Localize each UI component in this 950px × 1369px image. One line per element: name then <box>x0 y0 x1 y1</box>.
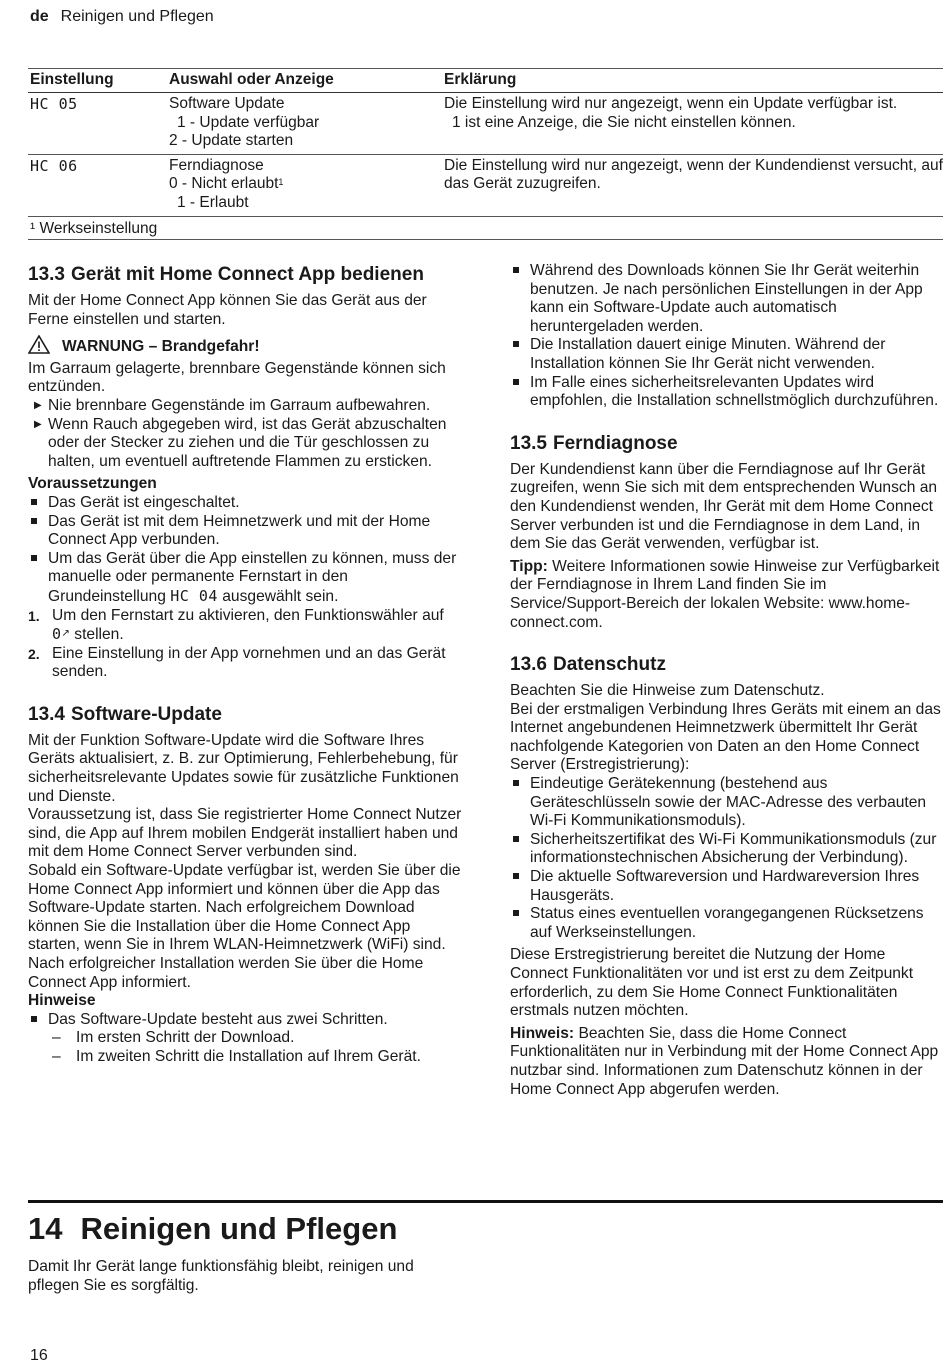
explanation-text: 1 ist eine Anzeige, die Sie nicht einstellen können. <box>452 113 796 131</box>
square-bullet-icon <box>513 905 519 924</box>
list-item: Eindeutige Gerätekennung (bestehend aus Geräteschlüsseln sowie der MAC-Adresse des verbauten Wi-Fi Kommunikationsmoduls). <box>510 775 944 831</box>
note-label: Hinweis: <box>510 1024 575 1042</box>
list-item: Um das Gerät über die App einstellen zu können, muss der manuelle oder permanente Fernstart in den Grundeinstellung HC 04 ausgewählt sein. <box>28 550 462 607</box>
section-title: Gerät mit Home Connect App bedienen <box>70 264 424 285</box>
selection-line: Ferndiagnose <box>169 156 264 174</box>
section-number: 13.5 <box>510 432 547 454</box>
warning-heading <box>28 335 462 360</box>
section-heading-13-4 <box>28 702 462 728</box>
square-bullet-icon <box>31 494 37 513</box>
step-number: 2. <box>28 645 40 662</box>
running-header <box>30 8 214 26</box>
list-item: Sicherheitszertifikat des Wi-Fi Kommunikationsmoduls (zur informationstechnischen Absicherung der Verbindung). <box>510 831 944 868</box>
paragraph: Mit der Funktion Software-Update wird die Software Ihres Geräts aktualisiert, z. B. zur Optimierung, Fehlerbehebung, für sicherheitsrelevante Updates sowie für zusätzliche Funktionen und Dienste. <box>28 731 459 805</box>
section-number: 13.6 <box>510 654 547 676</box>
table-header-row <box>28 69 943 93</box>
square-bullet-icon <box>513 262 519 281</box>
selection-line: 0 - Nicht erlaubt <box>169 175 279 193</box>
intro-paragraph: Mit der Home Connect App können Sie das Gerät aus der Ferne einstellen und starten. <box>28 292 427 328</box>
warning-title: WARNUNG – Brandgefahr! <box>62 338 260 356</box>
table-header-cell: Erklärung <box>444 71 517 89</box>
notes-heading: Hinweise <box>28 992 96 1010</box>
paragraph: Diese Erstregistrierung bereitet die Nutzung der Home Connect Funktionalitäten vor und ist erst zu dem Zeitpunkt erforderlich, zu dem Sie Home Connect Funktionalitäten erstmals nutzen möchten. <box>510 946 914 1020</box>
tip-label: Tipp: <box>510 557 548 575</box>
setting-code: HC 05 <box>30 95 78 113</box>
paragraph: Der Kundendienst kann über die Ferndiagnose auf Ihr Gerät zugreifen, wenn Sie sich mit dem entsprechenden Wunsch an den Kundendienst wenden, Ihr Gerät mit dem Home Connect Server verbunden ist und die Ferndiagnose in dem Land, in dem Sie das Gerät verwenden, verfügbar ist. <box>510 460 938 553</box>
table-header-cell: Einstellung <box>30 71 114 89</box>
section-title: Software-Update <box>70 703 222 725</box>
list-item: Die Installation dauert einige Minuten. Während der Installation können Sie Ihr Gerät nicht verwenden. <box>510 336 944 373</box>
paragraph: Voraussetzung ist, dass Sie registrierter Home Connect Nutzer sind, die App auf Ihrem mobilen Endgerät installiert haben und mit dem Home Connect Server verbunden sind. <box>28 806 462 861</box>
table-row <box>28 155 943 217</box>
list-item: Status eines eventuellen vorangegangenen Rücksetzens auf Werkseinstellungen. <box>510 905 944 942</box>
table-footnote: ¹ Werkseinstellung <box>28 217 943 241</box>
sub-list-item: – Im ersten Schritt der Download. <box>52 1029 295 1047</box>
square-bullet-icon <box>513 831 519 850</box>
selection-line: Software Update <box>169 95 285 112</box>
table-header-cell: Auswahl oder Anzeige <box>169 71 334 89</box>
square-bullet-icon <box>513 868 519 887</box>
selection-line: 1 - Update verfügbar <box>177 113 320 131</box>
left-column <box>28 262 462 1067</box>
dash-bullet: – <box>52 1047 61 1065</box>
warning-text: Im Garraum gelagerte, brennbare Gegenstände können sich entzünden. <box>28 359 446 396</box>
list-item: Das Gerät ist mit dem Heimnetzwerk und mit der Home Connect App verbunden. <box>28 513 462 550</box>
warning-triangle-icon <box>28 335 62 360</box>
page-number: 16 <box>30 1347 48 1364</box>
square-bullet-icon <box>31 513 37 532</box>
square-bullet-icon <box>31 1011 37 1030</box>
note-paragraph: Hinweis: Beachten Sie, dass die Home Connect Funktionalitäten nur in Verbindung mit der Home Connect App nutzbar sind. Informationen zum Datenschutz können in der Home Connect App abgerufen werden. <box>510 1024 939 1098</box>
section-number: 13.3 <box>28 264 65 285</box>
chapter-heading <box>28 1210 397 1248</box>
remote-start-symbol: 0 <box>52 625 62 644</box>
triangle-bullet-icon: ▶ <box>34 399 42 411</box>
selection-line: 1 - Erlaubt <box>177 193 249 211</box>
section-heading-13-6 <box>510 652 944 678</box>
paragraph: Beachten Sie die Hinweise zum Datenschutz. <box>510 682 825 700</box>
table-row <box>28 93 943 155</box>
right-column <box>510 262 944 1099</box>
settings-table <box>28 68 943 240</box>
list-item: Während des Downloads können Sie Ihr Gerät weiterhin benutzen. Je nach persönlichen Einstellungen in der App kann ein Software-Update auch automatisch heruntergeladen werden. <box>510 262 944 336</box>
dash-bullet: – <box>52 1029 61 1047</box>
chapter-intro: Damit Ihr Gerät lange funktionsfähig bleibt, reinigen und pflegen Sie es sorgfältig. <box>28 1258 414 1294</box>
remote-start-icon: ↗ <box>61 628 70 640</box>
running-header-title: Reinigen und Pflegen <box>60 8 214 25</box>
language-code: de <box>30 8 49 25</box>
list-item: Das Gerät ist eingeschaltet. <box>28 494 462 513</box>
list-item: Im Falle eines sicherheitsrelevanten Updates wird empfohlen, die Installation schnellstmöglich durchzuführen. <box>510 374 944 411</box>
square-bullet-icon <box>31 550 37 569</box>
list-item: ▶ Wenn Rauch abgegeben wird, ist das Gerät abzuschalten oder der Stecker zu ziehen und die Tür geschlossen zu halten, um eventuell auftretende Flammen zu ersticken. <box>34 415 447 470</box>
chapter-number: 14 <box>28 1211 63 1246</box>
list-item: Die aktuelle Softwareversion und Hardwareversion Ihres Hausgeräts. <box>510 868 944 905</box>
explanation-text: Die Einstellung wird nur angezeigt, wenn ein Update verfügbar ist. <box>444 95 898 112</box>
step-item: 2. Eine Einstellung in der App vornehmen und an das Gerät senden. <box>28 644 446 681</box>
list-item: ▶ Nie brennbare Gegenstände im Garraum aufbewahren. <box>34 396 431 414</box>
section-heading-13-3 <box>28 262 462 288</box>
square-bullet-icon <box>513 336 519 355</box>
chapter-divider <box>28 1200 943 1203</box>
selection-line: 2 - Update starten <box>169 132 294 150</box>
tip-paragraph: Tipp: Weitere Informationen sowie Hinweise zur Verfügbarkeit der Ferndiagnose in Ihrem Land finden Sie im Service/Support-Bereich der lokalen Website: www.home-connect.com. <box>510 557 940 631</box>
square-bullet-icon <box>513 374 519 393</box>
setting-code: HC 04 <box>170 586 218 605</box>
step-item: 1. Um den Fernstart zu aktivieren, den Funktionswähler auf 0↗ stellen. <box>28 606 444 644</box>
paragraph: Sobald ein Software-Update verfügbar ist, werden Sie über die Home Connect App informiert und können über die App das Software-Update starten. Nach erfolgreichem Download können Sie die Installation über die Home Connect App starten, wenn Sie in Ihrem WLAN-Heimnetzwerk (WiFi) sind. Nach erfolgreicher Installation werden Sie über die Home Connect App informiert. <box>28 862 461 991</box>
triangle-bullet-icon: ▶ <box>34 418 42 430</box>
explanation-text: Die Einstellung wird nur angezeigt, wenn der Kundendienst versucht, auf das Gerät zuzugreifen. <box>444 156 943 193</box>
list-item: Das Software-Update besteht aus zwei Schritten. <box>28 1011 462 1030</box>
step-number: 1. <box>28 607 40 624</box>
square-bullet-icon <box>513 775 519 794</box>
sub-list-item: – Im zweiten Schritt die Installation auf Ihrem Gerät. <box>52 1047 421 1065</box>
section-title: Datenschutz <box>552 654 666 676</box>
section-title: Ferndiagnose <box>552 432 678 454</box>
paragraph: Bei der erstmaligen Verbindung Ihres Geräts mit einem an das Internet angebundenen Heimnetzwerk übermittelt Ihr Gerät nachfolgende Kategorien von Daten an den Home Connect Server (Erstregistrierung): <box>510 700 941 774</box>
chapter-title: Reinigen und Pflegen <box>80 1211 398 1246</box>
section-number: 13.4 <box>28 703 65 725</box>
footnote-mark: 1 <box>278 177 284 188</box>
requirements-heading: Voraussetzungen <box>28 475 157 493</box>
section-heading-13-5 <box>510 431 944 457</box>
setting-code: HC 06 <box>30 156 78 175</box>
